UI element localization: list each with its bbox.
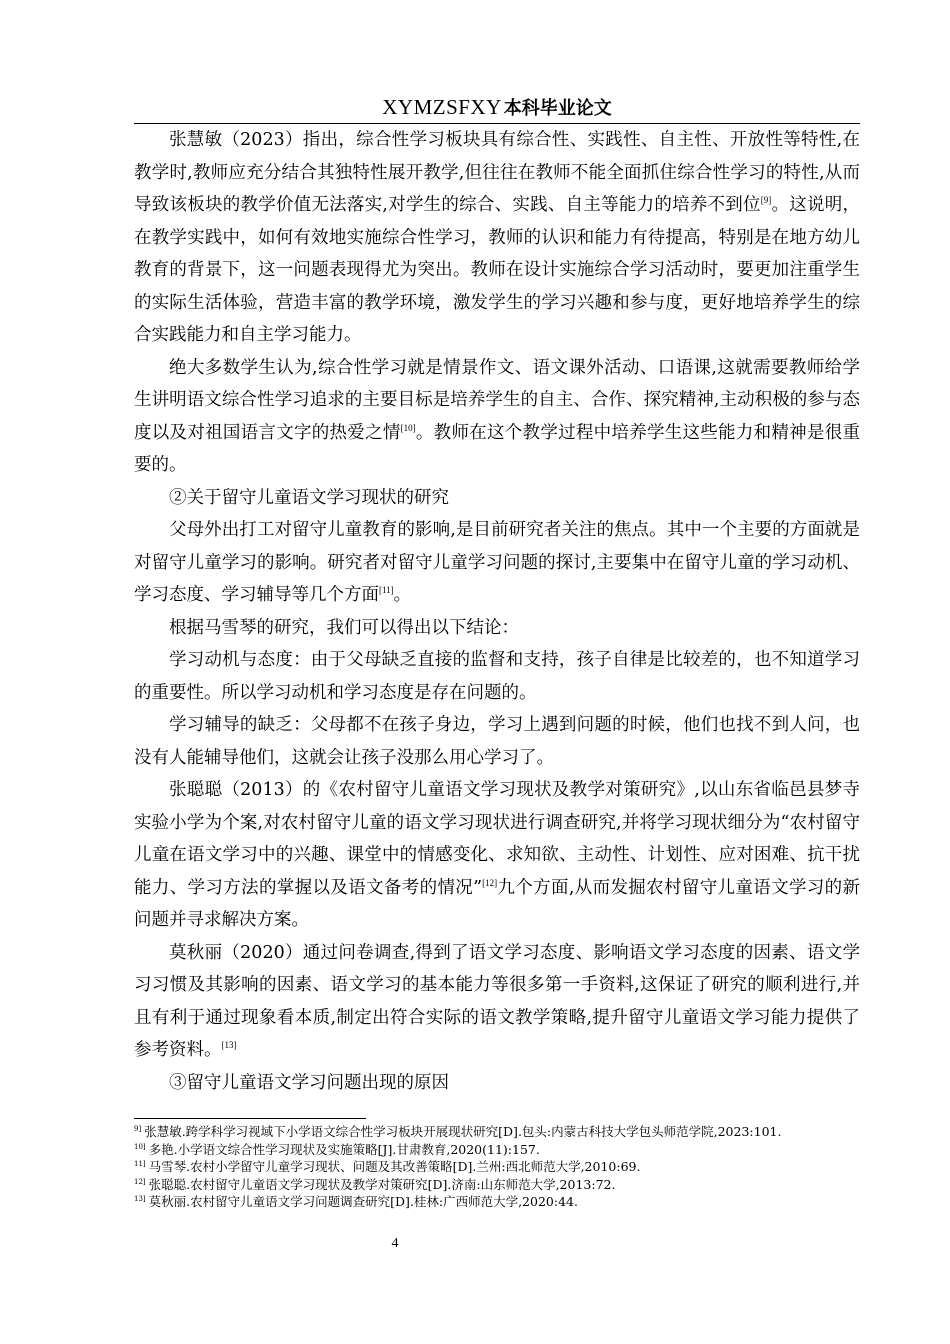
paragraph [134, 644, 860, 709]
paragraph-text: 学习动机与态度：由于父母缺乏直接的监督和支持，孩子自律是比较差的，也不知道学习的重要性。所以学习动机和学习态度是存在问题的。 [134, 650, 860, 703]
paragraph-text: 绝大多数学生认为,综合性学习就是情景作文、语文课外活动、口语课,这就需要教师给学生讲明语文综合性学习追求的主要目标是培养学生的自主、合作、探究精神,主动积极的参与态度以及对祖国语言文字的热爱之情 [134, 357, 860, 443]
footnote-mark: 12] [134, 1177, 146, 1186]
paragraph-text: 九个方面,从而发掘农村留守儿童语文学习的新问题并寻求解决方案。 [134, 877, 860, 930]
paragraph-text: 父母外出打工对留守儿童教育的影响,是目前研究者关注的焦点。其中一个主要的方面就是对留守儿童学习的影响。研究者对留守儿童学习问题的探讨,主要集中在留守儿童的学习动机、学习态度、学习辅导等几个方面 [134, 520, 860, 605]
footnote-text: 张聪聪.农村留守儿童语文学习现状及教学对策研究[D].济南:山东师范大学,2013:72. [148, 1176, 616, 1192]
paragraph-text: 莫秋丽（2020）通过问卷调查,得到了语文学习态度、影响语文学习态度的因素、语文学习习惯及其影响的因素、语文学习的基本能力等很多第一手资料,这保证了研究的顺利进行,并且有利于通过现象看本质,制定出符合实际的语文教学策略,提升留守儿童语文学习能力提供了参考资料。 [134, 942, 860, 1060]
citation-mark: [12] [482, 877, 498, 888]
footnote-text: 多艳.小学语文综合性学习现状及实施策略[J].甘肃教育,2020(11):157. [148, 1141, 540, 1157]
paragraph [134, 482, 860, 515]
footnote-item [134, 1193, 860, 1211]
paragraph-text: 。教师在这个教学过程中培养学生这些能力和精神是很重要的。 [134, 422, 860, 475]
footnote-text: 张慧敏.跨学科学习视域下小学语文综合性学习板块开展现状研究[D].包头:内蒙古科技大学包头师范学院,2023:101. [144, 1124, 782, 1139]
paragraph-text: 。这说明，在教学实践中，如何有效地实施综合性学习，教师的认识和能力有待提高，特别是在地方幼儿教育的背景下，这一问题表现得尤为突出。教师在设计实施综合学习活动时，要更加注重学生的实际生活体验，营造丰富的教学环境，激发学生的学习兴趣和参与度，更好地培养学生的综合实践能力和自主学习能力。 [134, 195, 861, 345]
body-text [134, 124, 860, 1099]
footnote-item [134, 1141, 860, 1159]
footnotes [134, 1123, 860, 1211]
paragraph-text: 根据马雪琴的研究，我们可以得出以下结论： [169, 617, 519, 638]
header-title: 本科毕业论文 [503, 98, 612, 119]
paragraph-text: 学习辅导的缺乏：父母都不在孩子身边，学习上遇到问题的时候，他们也找不到人问，也没有人能辅导他们，这就会让孩子没那么用心学习了。 [134, 715, 860, 768]
page-number: 4 [391, 1236, 399, 1251]
paragraph [134, 514, 860, 612]
citation-mark: [9] [760, 195, 772, 205]
paragraph [134, 774, 860, 937]
paragraph [134, 1067, 860, 1100]
footnote-mark: 10] [134, 1142, 146, 1151]
paragraph-text: ③留守儿童语文学习问题出现的原因 [169, 1072, 449, 1093]
footnote-mark: 11] [134, 1160, 146, 1168]
paragraph [134, 352, 860, 482]
paragraph [134, 709, 860, 774]
paragraph-text: 张慧敏（2023）指出，综合性学习板块具有综合性、实践性、自主性、开放性等特性,在教学时,教师应充分结合其独特性展开教学,但往往在教师不能全面抓住综合性学习的特性,从而导致该板块的教学价值无法落实,对学生的综合、实践、自主等能力的培养不到位 [134, 130, 860, 215]
citation-mark: [11] [379, 585, 394, 595]
footnote-mark: 13] [134, 1195, 146, 1203]
footnote-mark: 9] [134, 1125, 142, 1133]
citation-mark: [13] [221, 1040, 237, 1050]
footnote-text: 莫秋丽.农村留守儿童语文学习问题调查研究[D].桂林:广西师范大学,2020:44. [148, 1194, 578, 1209]
paragraph [134, 124, 860, 352]
footnote-item [134, 1176, 860, 1194]
paragraph-text: 。 [393, 585, 412, 605]
paragraph-text: ②关于留守儿童语文学习现状的研究 [169, 487, 449, 508]
footnote-rule [134, 1118, 366, 1119]
page-header [134, 92, 860, 122]
paragraph-text: 张聪聪（2013）的《农村留守儿童语文学习现状及教学对策研究》,以山东省临邑县梦寺实验小学为个案,对农村留守儿童的语文学习现状进行调查研究,并将学习现状细分为“农村留守儿童在语文学习中的兴趣、课堂中的情感变化、求知欲、主动性、计划性、应对困难、抗干扰能力、学习方法的掌握以及语文备考的情况” [134, 780, 860, 898]
footnote-text: 马雪琴.农村小学留守儿童学习现状、问题及其改善策略[D].兰州:西北师范大学,2010:69. [148, 1159, 641, 1174]
footnote-item [134, 1158, 860, 1176]
paragraph [134, 612, 860, 645]
footnote-item [134, 1123, 860, 1141]
header-code: XYMZSFXY [382, 95, 502, 119]
paragraph [134, 937, 860, 1067]
citation-mark: [10] [400, 422, 416, 433]
